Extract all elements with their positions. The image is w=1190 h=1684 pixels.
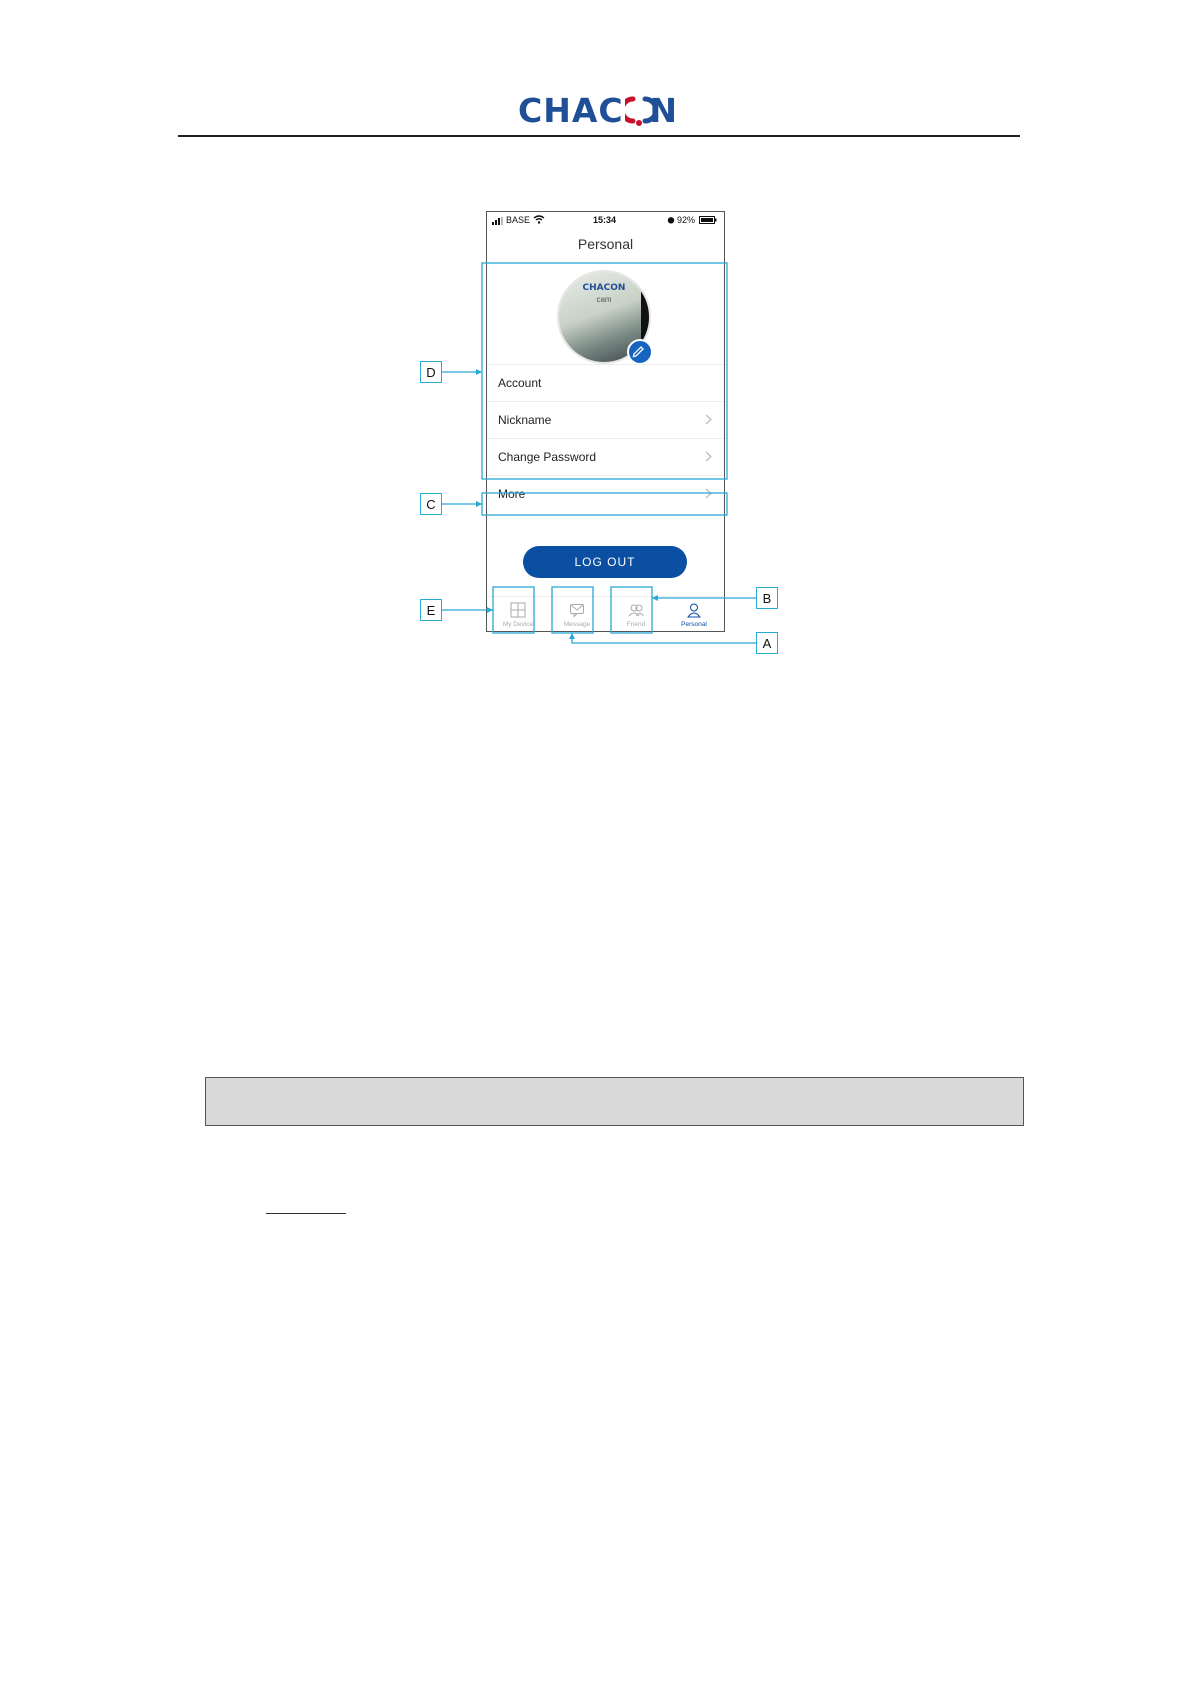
- tab-label-my-device: My Device: [502, 621, 534, 628]
- highlight-box-d: [482, 263, 727, 479]
- logo-text-left: CHAC: [518, 90, 624, 130]
- screen-title: Personal: [577, 236, 634, 252]
- status-time: 15:34: [593, 215, 617, 225]
- row-label-nickname: Nickname: [498, 413, 552, 427]
- callout-d: D: [420, 361, 442, 383]
- callout-b: B: [756, 587, 778, 609]
- underline-mark: [266, 1213, 346, 1214]
- avatar-brand-text: CHACON: [582, 283, 626, 293]
- tab-label-message: Message: [563, 621, 591, 628]
- tab-label-personal: Personal: [681, 621, 707, 628]
- highlight-box-e: [493, 587, 534, 633]
- arrowhead-a: [569, 633, 575, 639]
- row-label-change-password: Change Password: [498, 450, 597, 464]
- callout-c: C: [420, 493, 442, 515]
- row-label-account: Account: [498, 376, 542, 390]
- logout-button[interactable]: LOG OUT: [523, 546, 687, 578]
- row-label-more: More: [498, 487, 526, 501]
- carrier-name: BASE: [506, 215, 531, 225]
- grey-note-box: [205, 1077, 1024, 1126]
- tab-label-friend: Friend: [626, 621, 646, 628]
- arrowhead-c: [476, 501, 482, 507]
- battery-percent: 92%: [677, 215, 696, 225]
- highlight-box-a: [552, 587, 593, 633]
- callout-e: E: [420, 599, 442, 621]
- highlight-box-c: [482, 493, 727, 515]
- logo-text-right: N: [649, 90, 678, 130]
- arrowhead-b: [652, 595, 658, 601]
- leader-line-a: [572, 633, 756, 643]
- callout-a: A: [756, 632, 778, 654]
- highlight-box-b: [611, 587, 652, 633]
- arrowhead-d: [476, 369, 482, 375]
- arrowhead-e: [487, 607, 493, 613]
- avatar-sub-text: cam: [596, 295, 612, 304]
